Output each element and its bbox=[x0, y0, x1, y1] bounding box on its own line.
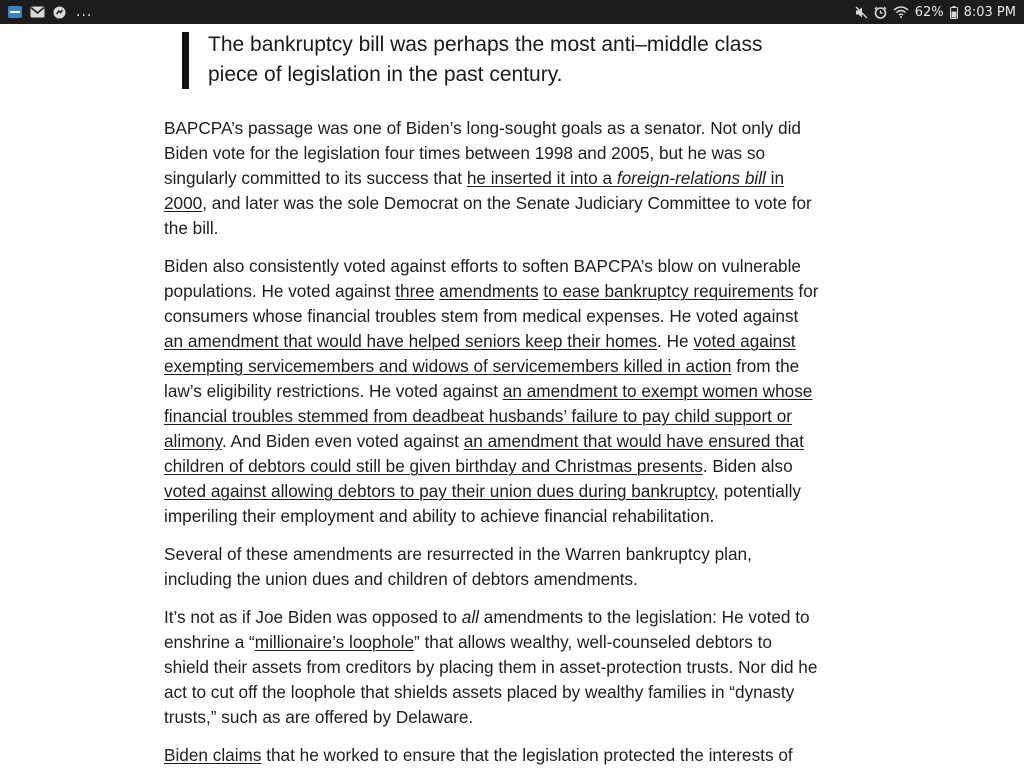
link-ease-bankruptcy-requirements[interactable]: to ease bankruptcy requirements bbox=[543, 281, 794, 301]
status-bar-system bbox=[855, 5, 1024, 20]
wifi-icon bbox=[893, 6, 909, 18]
paragraph-5: Biden claims that he worked to ensure that the legislation protected the interests of bbox=[164, 745, 793, 765]
sync-icon bbox=[53, 6, 66, 19]
more-notifications-indicator: ... bbox=[76, 4, 93, 20]
clock: 8:03 PM bbox=[963, 4, 1016, 20]
pull-quote-bar bbox=[182, 32, 189, 89]
battery-percentage: 62% bbox=[914, 4, 944, 20]
link-women-exemption-amendment[interactable]: an amendment to exempt women whose financial troubles stemmed from deadbeat husbands’ failure to pay child support or alimony bbox=[164, 381, 813, 451]
alarm-icon bbox=[874, 6, 887, 19]
mail-icon bbox=[30, 6, 45, 18]
battery-icon bbox=[950, 6, 958, 19]
link-amendments[interactable]: amendments bbox=[439, 281, 539, 301]
link-biden-claims[interactable]: Biden claims bbox=[164, 745, 262, 765]
link-millionaires-loophole[interactable]: millionaire’s loophole bbox=[254, 632, 415, 652]
link-three[interactable]: three bbox=[395, 281, 435, 301]
app-notification-icon bbox=[8, 6, 22, 18]
article-content bbox=[164, 24, 819, 768]
article-body bbox=[164, 116, 819, 768]
link-union-dues-vote[interactable]: voted against allowing debtors to pay their union dues during bankruptcy bbox=[164, 481, 715, 501]
paragraph-1: BAPCPA’s passage was one of Biden’s long-sought goals as a senator. Not only did Biden vote for the legislation four times between 1998 and 2005, but he was so singularly committed to its success that he inserted it into a foreign-relations bill in 2000, and later was the sole Democrat on the Senate Judiciary Committee to vote for the bill. bbox=[164, 118, 812, 238]
paragraph-3: Several of these amendments are resurrected in the Warren bankruptcy plan, including the union dues and children of debtors amendments. bbox=[164, 544, 752, 589]
mute-icon bbox=[855, 6, 868, 19]
status-bar-notifications bbox=[0, 5, 92, 19]
paragraph-4: It’s not as if Joe Biden was opposed to all amendments to the legislation: He voted to enshrine a “millionaire’s loophole” that allows wealthy, well-counseled debtors to shield their assets from creditors by placing them in asset-protection trusts. Nor did he act to cut off the loophole that shields assets placed by wealthy families in “dynasty trusts,” such as are offered by Delaware. bbox=[164, 607, 818, 727]
status-bar bbox=[0, 0, 1024, 24]
link-servicemembers-vote[interactable]: voted against exempting servicemembers and widows of servicemembers killed in action bbox=[164, 331, 796, 376]
pull-quote-text: The bankruptcy bill was perhaps the most anti–middle class piece of legislation in the past century. bbox=[208, 33, 763, 86]
pull-quote bbox=[182, 30, 768, 90]
link-children-presents-amendment[interactable]: an amendment that would have ensured that children of debtors could still be given birthday and Christmas presents bbox=[164, 431, 804, 476]
paragraph-2: Biden also consistently voted against efforts to soften BAPCPA’s blow on vulnerable populations. He voted against three amendments to ease bankruptcy requirements for consumers whose financial troubles stem from medical expenses. He voted against an amendment that would have helped seniors keep their homes. He voted against exempting servicemembers and widows of servicemembers killed in action from the law’s eligibility restrictions. He voted against an amendment to exempt women whose financial troubles stemmed from deadbeat husbands’ failure to pay child support or alimony. And Biden even voted against an amendment that would have ensured that children of debtors could still be given birthday and Christmas presents. Biden also voted against allowing debtors to pay their union dues during bankruptcy, potentially imperiling their employment and ability to achieve financial rehabilitation. bbox=[164, 256, 819, 526]
link-seniors-homes-amendment[interactable]: an amendment that would have helped seniors keep their homes bbox=[164, 331, 658, 351]
link-foreign-relations-bill[interactable]: he inserted it into a foreign-relations bill in 2000 bbox=[164, 168, 785, 213]
